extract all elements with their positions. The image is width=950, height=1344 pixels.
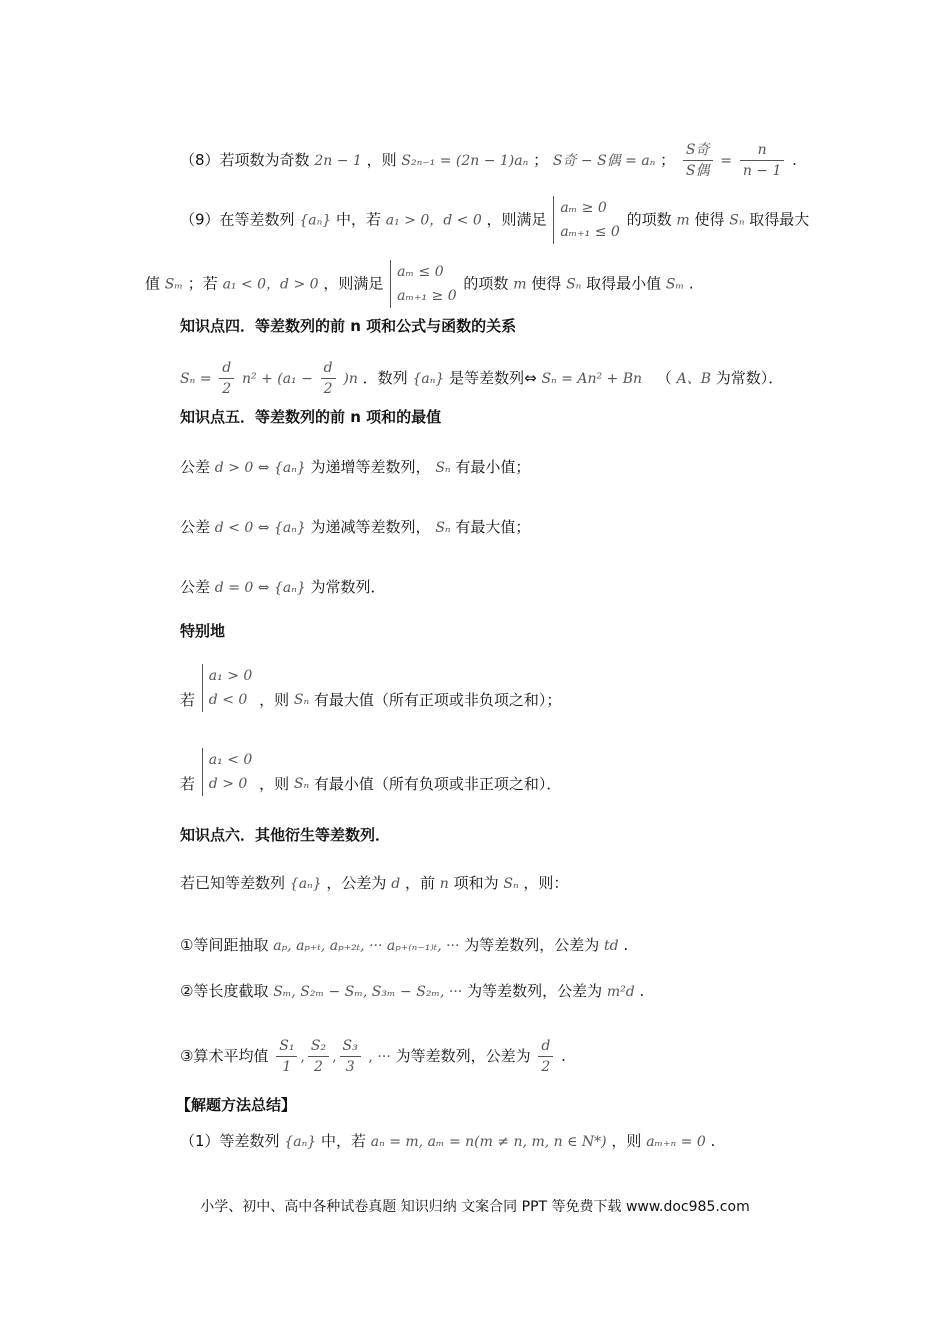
formula: Sₙ: [293, 776, 310, 792]
fraction-numerator: S奇: [683, 140, 713, 161]
text: 若已知等差数列: [180, 874, 286, 892]
formula: m: [513, 276, 527, 293]
k5-row-2: [180, 516, 530, 539]
text: 的项数: [626, 210, 672, 229]
formula: td: [604, 938, 619, 954]
text: ，则：: [523, 874, 569, 892]
inequality: aₘ ≥ 0: [560, 200, 607, 216]
inequality: aₘ₊₁ ≥ 0: [397, 288, 457, 304]
text: 值: [145, 274, 161, 293]
fraction: [340, 1036, 361, 1077]
fraction-denominator: 3: [345, 1059, 355, 1075]
text: ；若: [187, 274, 218, 293]
k5-special-1: [180, 664, 561, 712]
formula: n² + (a₁ −: [241, 371, 313, 387]
k5-row-3: [180, 576, 386, 599]
fraction-denominator: n − 1: [742, 163, 782, 179]
text: ，则: [611, 1132, 642, 1150]
system-of-inequalities: [202, 748, 253, 796]
text: （1）等差数列: [180, 1132, 280, 1150]
fraction-numerator: S₁: [276, 1036, 297, 1057]
fraction: [740, 140, 785, 181]
formula: Sₘ: [665, 276, 685, 293]
inequality: aₘ₊₁ ≤ 0: [560, 224, 620, 240]
system-of-inequalities: [202, 664, 253, 712]
text: 有最小值（所有负项或非正项之和）．: [313, 775, 562, 793]
fraction-denominator: 2: [222, 381, 232, 397]
inequality: d < 0: [208, 692, 248, 708]
fraction-denominator: S偶: [685, 163, 710, 179]
text: 有最大值（所有正项或非负项之和）；: [313, 691, 562, 709]
k4-formula-line: [180, 358, 783, 399]
text: 公差: [180, 518, 211, 536]
text: （9）在等差数列: [180, 210, 295, 229]
special-case-label: 特别地: [180, 622, 226, 640]
text: .: [639, 982, 645, 1000]
system-of-inequalities: [553, 196, 619, 244]
k6-item-2: [180, 980, 644, 1003]
text: 公差: [180, 578, 211, 596]
fraction-denominator: 2: [314, 1059, 323, 1075]
text: 有最小值；: [455, 458, 531, 476]
text: ；: [660, 151, 676, 169]
equals-sign: =: [720, 153, 733, 169]
text: （: [656, 369, 672, 387]
text: .: [623, 936, 629, 954]
formula: {aₙ}: [289, 876, 322, 892]
text: ，公差为: [326, 874, 387, 892]
text: 中，若: [335, 210, 381, 229]
fraction-denominator: 2: [541, 1059, 551, 1075]
text: 若: [180, 775, 196, 793]
text: 使得: [531, 274, 562, 293]
item-9-line-1: [180, 196, 809, 244]
fraction-numerator: d: [321, 358, 336, 379]
system-of-inequalities: [390, 260, 456, 308]
fraction: [219, 358, 234, 399]
text: （8）若项数为奇数: [180, 151, 310, 169]
fraction: [276, 1036, 297, 1077]
text: .: [561, 1047, 566, 1065]
formula: {aₙ}: [284, 1134, 317, 1150]
fraction-denominator: 2: [323, 381, 333, 397]
text: 为等差数列，公差为: [395, 1047, 531, 1065]
k5-special-2: [180, 748, 561, 796]
inequality: a₁ > 0: [208, 668, 253, 684]
text: 中，若: [320, 1132, 366, 1150]
text: ②等长度截取: [180, 982, 269, 1000]
text: 为等差数列，公差为: [467, 982, 603, 1000]
text: 为递减等差数列，: [310, 518, 431, 536]
text: .: [792, 151, 797, 169]
formula: )n: [343, 371, 358, 387]
formula: {aₙ}: [299, 212, 332, 229]
formula: Sₙ =: [180, 371, 212, 387]
formula: a₁ > 0，d < 0: [385, 212, 482, 229]
formula: Sₘ, S₂ₘ − Sₘ, S₃ₘ − S₂ₘ, ···: [273, 984, 463, 1000]
formula: Sₙ: [503, 876, 519, 892]
formula: m: [676, 212, 690, 229]
formula: Sₙ = An² + Bn: [541, 371, 643, 387]
formula: A、B: [676, 371, 711, 387]
fraction: [683, 140, 713, 181]
formula: d < 0 ⇔ {aₙ}: [214, 520, 306, 536]
item-9-line-2: [145, 260, 694, 308]
inequality: aₘ ≤ 0: [397, 264, 444, 280]
fraction: [308, 1036, 329, 1077]
ellipsis: , ···: [368, 1049, 391, 1065]
formula: aₚ, aₚ₊ₜ, aₚ₊₂ₜ, ··· aₚ₊₍ₙ₋₁₎ₜ, ···: [273, 938, 460, 954]
text: 取得最小值: [586, 274, 662, 293]
formula: Sₙ: [435, 520, 451, 536]
text: ①等间距抽取: [180, 936, 269, 954]
text: 项和为: [453, 874, 499, 892]
fraction: [321, 358, 336, 399]
formula: d > 0 ⇔ {aₙ}: [214, 460, 306, 476]
formula: a₁ < 0，d > 0: [222, 276, 319, 293]
text: 取得最大: [749, 210, 810, 229]
method-1: [180, 1130, 715, 1153]
text: 公差: [180, 458, 211, 476]
text: 为常数列．: [310, 578, 386, 596]
text: 有最大值；: [455, 518, 531, 536]
formula: Sₙ: [293, 692, 310, 708]
formula: S₂ₙ₋₁ = (2n − 1)aₙ: [401, 153, 529, 169]
formula: d = 0 ⇔ {aₙ}: [214, 580, 306, 596]
item-8: [180, 140, 797, 181]
text: 使得: [694, 210, 725, 229]
fraction-numerator: d: [538, 1036, 553, 1057]
text: ．数列: [362, 369, 408, 387]
text: ，则满足: [323, 274, 384, 293]
text: ；: [533, 151, 549, 169]
formula: n: [439, 876, 449, 892]
text: .: [688, 274, 694, 293]
formula: Sₙ: [566, 276, 582, 293]
formula: Sₙ: [435, 460, 451, 476]
formula: aₙ = m, aₘ = n(m ≠ n, m, n ∈ N*): [370, 1134, 607, 1150]
fraction-numerator: S₂: [308, 1036, 329, 1057]
formula: d: [391, 876, 401, 892]
formula: Sₘ: [164, 276, 183, 293]
fraction-numerator: S₃: [340, 1036, 361, 1057]
text: 是等差数列⇔: [449, 369, 537, 387]
text: 的项数: [463, 274, 509, 293]
page-footer: 小学、初中、高中各种试卷真题 知识归纳 文案合同 PPT 等免费下载 www.doc985.com: [200, 1199, 750, 1215]
formula: m²d: [606, 984, 635, 1000]
section-heading-methods: 【解题方法总结】: [176, 1096, 297, 1114]
text: 为常数）．: [715, 369, 784, 387]
fraction-denominator: 1: [282, 1059, 292, 1075]
section-heading-5: 知识点五．等差数列的前 n 项和的最值: [180, 408, 442, 426]
inequality: d > 0: [208, 776, 248, 792]
k6-intro: [180, 872, 568, 895]
section-heading-4: 知识点四．等差数列的前 n 项和公式与函数的关系: [180, 317, 517, 335]
k5-row-1: [180, 456, 530, 479]
text: 若: [180, 691, 196, 709]
fraction-numerator: d: [219, 358, 234, 379]
text: ，前: [404, 874, 435, 892]
formula: aₘ₊ₙ = 0: [646, 1134, 706, 1150]
formula: {aₙ}: [412, 371, 445, 387]
text: ，则: [259, 691, 290, 709]
inequality: a₁ < 0: [208, 752, 253, 768]
k6-item-1: [180, 934, 628, 957]
text: .: [710, 1132, 716, 1150]
section-heading-6: 知识点六．其他衍生等差数列．: [180, 826, 391, 844]
text: ，则: [366, 151, 397, 169]
text: 为递增等差数列，: [310, 458, 431, 476]
fraction: [538, 1036, 553, 1077]
text: 为等差数列，公差为: [464, 936, 600, 954]
formula: Sₙ: [729, 212, 745, 229]
k6-item-3: ③算术平均值 $\frac{\text{S₁}}{1}$ , $\frac{\text{S₂}}{2}$ , $\frac{\text{S₃}}{3}$ , ··· 为等差数列，公差为 $\frac{d}{2}$ .: [180, 1038, 566, 1075]
text: ③算术平均值: [180, 1047, 269, 1065]
text: ，则: [259, 775, 290, 793]
text: ，则满足: [486, 210, 547, 229]
formula: 2n − 1: [314, 153, 362, 169]
formula: S奇 − S偶 = aₙ: [552, 153, 656, 169]
fraction-numerator: n: [740, 140, 785, 161]
